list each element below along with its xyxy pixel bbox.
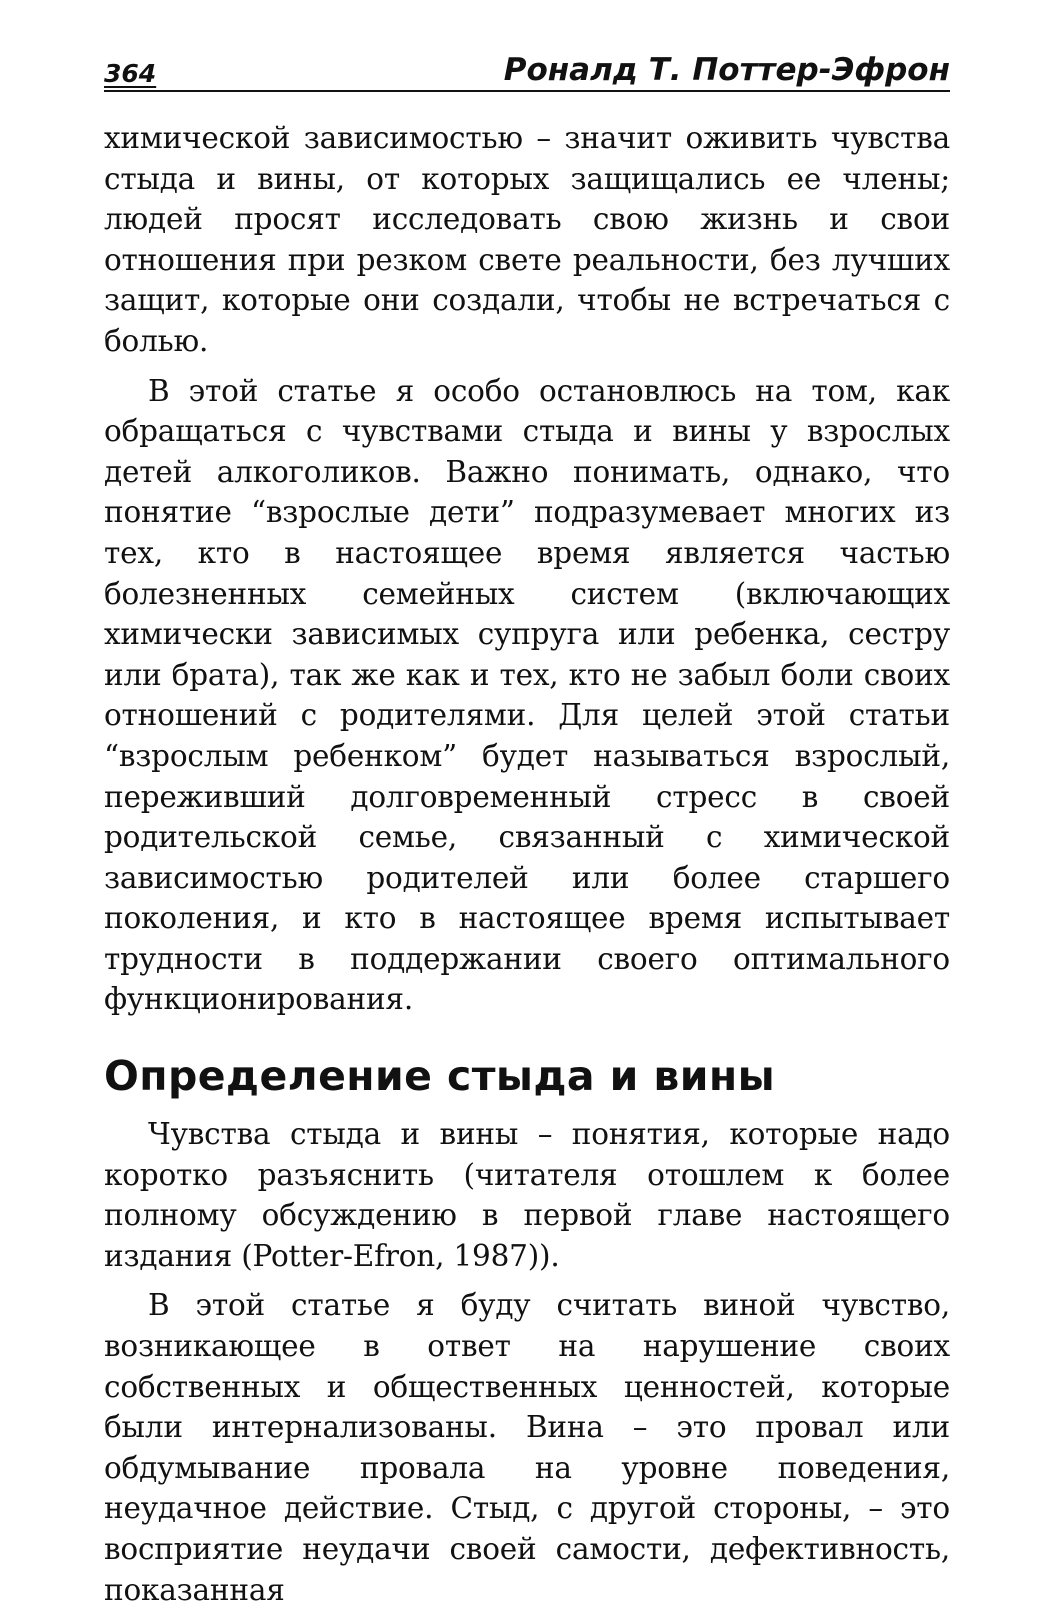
main-text	[104, 118, 950, 1610]
paragraph: химической зависимостью – значит оживить чувства стыда и вины, от которых защищались ее члены; людей просят исследовать свою жизнь и свои отношения при резком свете реальности, без лучших защит, которые они создали, чтобы не встречаться с болью.	[104, 121, 950, 358]
paragraph: Чувства стыда и вины – понятия, которые надо коротко разъяснить (читателя отошлем к более полному обсуждению в первой главе настоящего издания (Potter-Efron, 1987)).	[104, 1117, 950, 1273]
running-title: Роналд Т. Поттер-Эфрон	[503, 52, 950, 88]
paragraph: В этой статье я буду считать виной чувство, возникающее в ответ на нарушение своих собственных и общественных ценностей, которые были интернализованы. Вина – это провал или обдумывание провала на уровне поведения, неудачное действие. Стыд, с другой стороны, – это восприятие неудачи своей самости, дефективность, показанная	[104, 1288, 950, 1607]
page-number: 364	[104, 59, 157, 88]
paragraph: В этой статье я особо остановлюсь на том, как обращаться с чувствами стыда и вины у взрослых детей алкоголиков. Важно понимать, однако, что понятие “взрослые дети” подразумевает многих из тех, кто в настоящее время является частью болезненных семейных систем (включающих химически зависимых супруга или ребенка, сестру или брата), так же как и тех, кто не забыл боли своих отношений с родителями. Для целей этой статьи “взрослым ребенком” будет называться взрослый, переживший долговременный стресс в своей родительской семье, связанный с химической зависимостью родителей или более старшего поколения, и кто в настоящее время испытывает трудности в поддержании своего оптимального функционирования.	[104, 373, 950, 1017]
section-heading: Определение стыда и вины	[104, 1052, 776, 1101]
running-header	[104, 50, 950, 92]
